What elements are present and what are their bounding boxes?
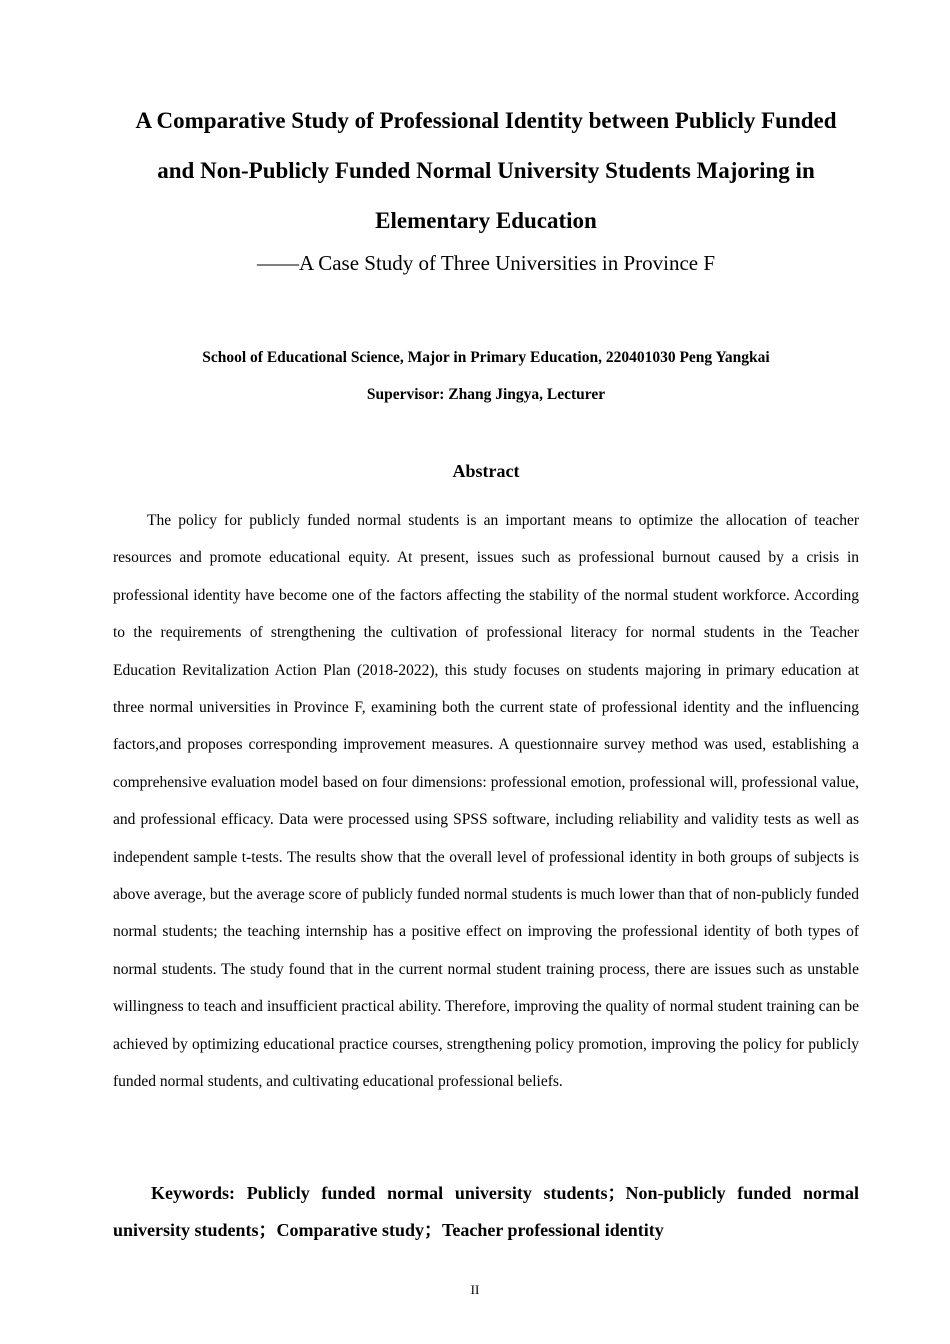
supervisor-line: Supervisor: Zhang Jingya, Lecturer <box>366 386 606 403</box>
author-block <box>100 346 872 407</box>
keywords: Keywords: Publicly funded normal university students；Non-publicly funded normal university students；Comparative study；Teacher professional identity <box>113 1183 859 1240</box>
page-number: II <box>470 1282 480 1297</box>
abstract-heading: Abstract <box>452 461 520 481</box>
title-line-3: Elementary Education <box>375 208 597 233</box>
author-line: School of Educational Science, Major in Primary Education, 220401030 Peng Yangkai <box>202 349 770 366</box>
title-block <box>100 96 872 280</box>
subtitle: ——A Case Study of Three Universities in Province F <box>256 251 716 275</box>
abstract-body: The policy for publicly funded normal students is an important means to optimize the allocation of teacher resources and promote educational equity. At present, issues such as professional burnout caused by a crisis in professional identity have become one of the factors affecting the stability of the normal student workforce. According to the requirements of strengthening the cultivation of professional literacy for normal students in the Teacher Education Revitalization Action Plan (2018-2022), this study focuses on students majoring in primary education at three normal universities in Province F, examining both the current state of professional identity and the influencing factors,and proposes corresponding improvement measures. A questionnaire survey method was used, establishing a comprehensive evaluation model based on four dimensions: professional emotion, professional will, professional value, and professional efficacy. Data were processed using SPSS software, including reliability and validity tests as well as independent sample t-tests. The results show that the overall level of professional identity in both groups of subjects is above average, but the average score of publicly funded normal students is much lower than that of non-publicly funded normal students; the teaching internship has a positive effect on improving the professional identity of both types of normal students. The study found that in the current normal student training process, there are issues such as unstable willingness to teach and insufficient practical ability. Therefore, improving the quality of normal student training can be achieved by optimizing educational practice courses, strengthening policy promotion, improving the policy for publicly funded normal students, and cultivating educational professional beliefs. <box>113 512 859 1091</box>
title-line-2: and Non-Publicly Funded Normal University Students Majoring in <box>157 158 815 183</box>
title-line-1: A Comparative Study of Professional Identity between Publicly Funded <box>135 108 837 133</box>
